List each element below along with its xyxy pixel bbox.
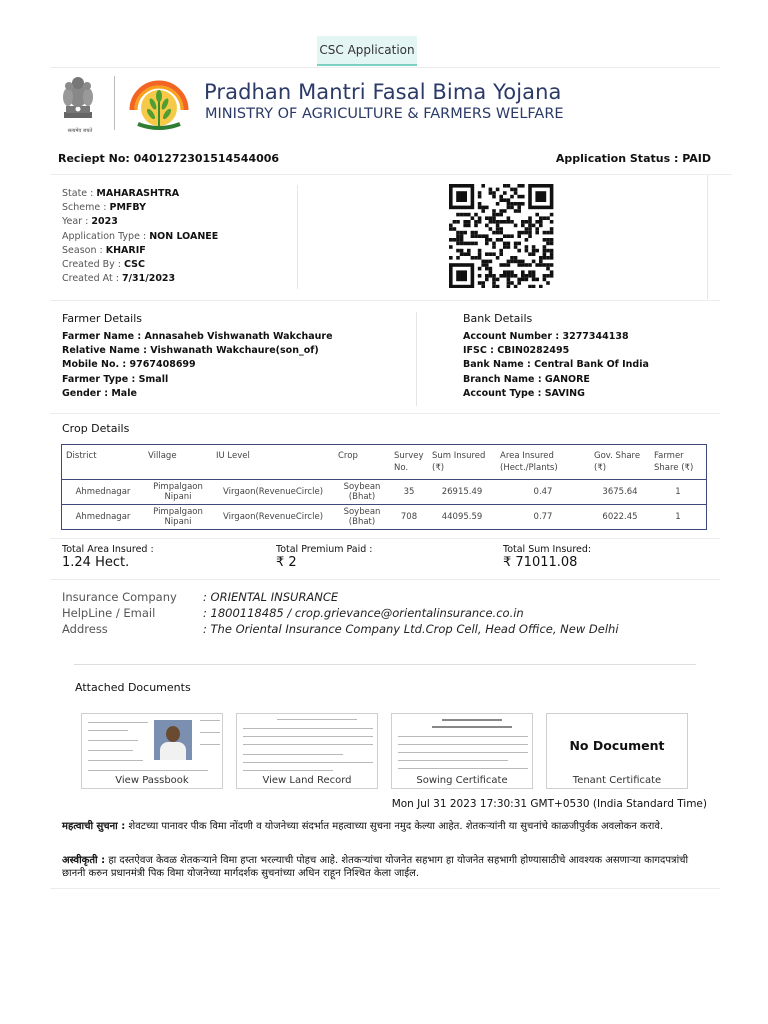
account-number: Account Number : 3277344138 [463, 331, 629, 342]
acknowledgement-notice [62, 854, 708, 880]
table-cell: 1 [675, 486, 681, 497]
tenant-certificate-thumbnail[interactable] [546, 713, 688, 789]
crop-details-heading: Crop Details [62, 422, 130, 435]
important-notice-text: शेवटच्या पानावर पीक विमा नोंदणी व योजनेच्या संदर्भात महत्वाच्या सुचना नमुद केल्या आहेत. शेतकऱ्यांनी या सुचनांचे काळजीपुर्वक अवलोकन करावे. [125, 821, 664, 832]
ifsc-code: IFSC : CBIN0282495 [463, 345, 570, 357]
sowing-certificate-link[interactable]: Sowing Certificate [392, 775, 532, 786]
tenant-certificate-link[interactable]: Tenant Certificate [547, 775, 687, 786]
pmfby-logo-icon [124, 70, 194, 134]
column-header: Sum Insured (₹) [432, 451, 486, 473]
total-sum-value: ₹ 71011.08 [503, 555, 578, 570]
qr-code-icon [449, 184, 557, 288]
application-info [62, 187, 218, 286]
print-timestamp: Mon Jul 31 2023 17:30:31 GMT+0530 (India Standard Time) [391, 798, 707, 810]
total-area-insured [62, 544, 154, 570]
state-value: MAHARASHTRA [96, 188, 180, 199]
page-title: Pradhan Mantri Fasal Bima Yojana [204, 80, 562, 104]
insurance-company-value: : ORIENTAL INSURANCE [203, 590, 339, 604]
total-area-label: Total Area Insured : [62, 544, 154, 555]
table-cell: Virgaon(RevenueCircle) [222, 511, 324, 522]
farmer-details-heading: Farmer Details [62, 312, 143, 325]
divider [416, 312, 417, 406]
page-subtitle: MINISTRY OF AGRICULTURE & FARMERS WELFARE [205, 106, 564, 122]
season-label: Season : [62, 244, 103, 256]
divider [707, 175, 708, 299]
column-header: IU Level [216, 451, 250, 461]
divider [114, 76, 115, 130]
table-row [62, 504, 706, 529]
season-value: KHARIF [105, 244, 146, 256]
application-status [556, 152, 711, 165]
column-header: Gov. Share (₹) [594, 451, 641, 473]
state-label: State : [62, 188, 94, 199]
tab-csc-application[interactable]: CSC Application [317, 36, 417, 66]
national-emblem-icon [54, 68, 102, 130]
total-sum-label: Total Sum Insured: [503, 544, 592, 555]
bank-name: Bank Name : Central Bank Of India [463, 359, 649, 371]
divider [50, 538, 720, 539]
status-label: Application Status : [555, 152, 679, 165]
table-cell: Virgaon(RevenueCircle) [222, 486, 324, 497]
helpline-label: HelpLine / Email [62, 606, 156, 620]
divider [297, 185, 298, 289]
attached-documents-heading: Attached Documents [75, 681, 191, 694]
view-passbook-link[interactable]: View Passbook [82, 775, 222, 786]
divider [50, 67, 720, 68]
column-header: Area Insured (Hect./Plants) [500, 451, 558, 473]
bank-details [463, 330, 649, 401]
farmer-details [62, 330, 333, 401]
created-at-label: Created At : [62, 273, 119, 285]
column-header: Survey No. [394, 451, 424, 473]
branch-name: Branch Name : GANORE [463, 373, 590, 385]
divider [50, 413, 720, 414]
crop-table-header [62, 445, 706, 479]
helpline-value: : 1800118485 / crop.grievance@orientalinsurance.co.in [203, 606, 524, 620]
scheme-label: Scheme : [62, 202, 107, 214]
table-cell: 26915.49 [441, 486, 483, 497]
divider [50, 174, 732, 175]
farmer-name: Farmer Name : Annasaheb Vishwanath Wakchaure [62, 331, 333, 342]
divider [50, 579, 720, 580]
crop-table [61, 444, 707, 530]
table-cell: 35 [403, 486, 415, 497]
insurance-company-label: Insurance Company [62, 590, 177, 604]
important-notice-label: महत्वाची सुचना : [62, 821, 126, 832]
column-header: Village [148, 451, 177, 461]
status-badge: PAID [682, 152, 711, 165]
column-header: Crop [338, 451, 358, 461]
table-cell: Ahmednagar [75, 486, 131, 497]
table-row [62, 479, 706, 504]
total-area-value: 1.24 Hect. [62, 555, 130, 570]
table-cell: 3675.64 [602, 486, 638, 497]
table-cell: 1 [675, 511, 681, 522]
created-at-value: 7/31/2023 [121, 273, 176, 285]
receipt-number [58, 152, 279, 165]
land-record-thumbnail[interactable] [236, 713, 378, 789]
table-cell: Ahmednagar [75, 511, 131, 522]
created-by-value: CSC [124, 259, 145, 271]
total-premium-value: ₹ 2 [276, 555, 297, 570]
account-type: Account Type : SAVING [463, 387, 585, 399]
farmer-type: Farmer Type : Small [62, 373, 169, 385]
important-notice [62, 820, 708, 833]
receipt-value: 0401272301514544006 [133, 152, 280, 165]
total-premium-paid [276, 544, 373, 570]
year-label: Year : [62, 216, 89, 228]
table-cell: 708 [400, 511, 418, 522]
total-sum-insured [503, 544, 591, 570]
table-cell: 6022.45 [602, 511, 638, 522]
emblem-caption: सत्यमेव जयते [67, 128, 93, 134]
farmer-photo [154, 720, 192, 760]
year-value: 2023 [91, 216, 118, 228]
address-value: : The Oriental Insurance Company Ltd.Crop Cell, Head Office, New Delhi [203, 622, 619, 636]
relative-name: Relative Name : Vishwanath Wakchaure(son_of) [62, 345, 319, 357]
total-premium-label: Total Premium Paid : [276, 544, 373, 555]
address-label: Address [62, 622, 108, 636]
table-cell: Pimpalgaon Nipani [153, 481, 203, 502]
gender: Gender : Male [62, 387, 137, 399]
table-cell: 0.77 [533, 511, 553, 522]
view-land-record-link[interactable]: View Land Record [237, 775, 377, 786]
sowing-certificate-thumbnail[interactable] [391, 713, 533, 789]
receipt-label: Reciept No: [58, 152, 130, 165]
column-header: District [66, 451, 97, 461]
table-cell: 0.47 [533, 486, 553, 497]
table-cell: Soybean (Bhat) [343, 481, 381, 502]
acknowledgement-text: हा दस्तऐवज केवळ शेतकऱ्याने विमा हप्ता भरल्याची पोहच आहे. शेतकऱ्यांचा योजनेत सहभाग हा योजनेत सहभागी होण्यासाठीचे आवश्यक असणाऱ्या कागदपत्रांची छाननी करुन प्रधानमंत्री पिक विमा योजनेच्या मार्गदर्शक सुचनांच्या अधिन राहून निश्चित केला जाईल. [62, 855, 689, 879]
created-by-label: Created By : [62, 259, 121, 271]
scheme-value: PMFBY [109, 202, 146, 214]
no-document-text: No Document [569, 738, 665, 753]
divider [50, 888, 720, 889]
application-type-label: Application Type : [62, 230, 147, 242]
acknowledgement-label: अस्वीकृती : [62, 855, 106, 866]
bank-details-heading: Bank Details [463, 312, 533, 325]
divider [74, 664, 696, 665]
table-cell: Pimpalgaon Nipani [153, 506, 203, 527]
application-type-value: NON LOANEE [149, 230, 219, 242]
table-cell: Soybean (Bhat) [343, 506, 381, 527]
mobile-number: Mobile No. : 9767408699 [62, 359, 196, 371]
passbook-thumbnail[interactable] [81, 713, 223, 789]
divider [50, 300, 720, 301]
column-header: Farmer Share (₹) [654, 451, 694, 473]
table-cell: 44095.59 [441, 511, 483, 522]
